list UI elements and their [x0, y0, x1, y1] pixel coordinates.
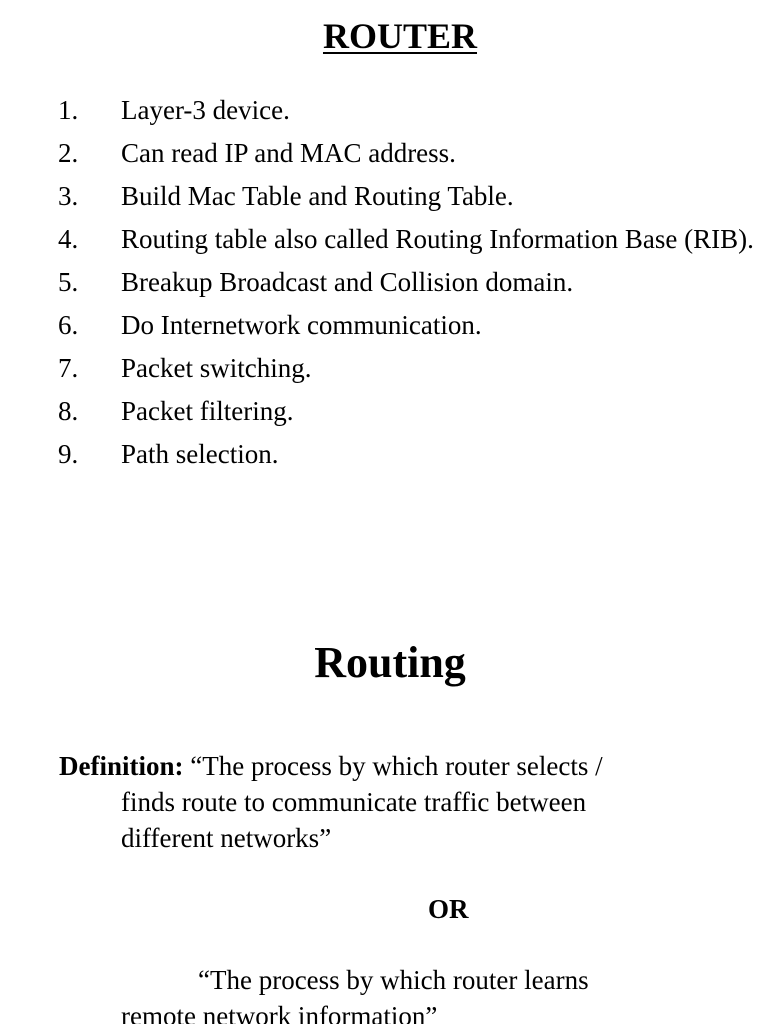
list-item [58, 347, 758, 390]
list-item [58, 390, 758, 433]
section-title-routing: Routing [314, 638, 466, 687]
list-item-number: 3. [58, 181, 79, 211]
list-item-text: Packet filtering. [121, 396, 294, 426]
definition-text: “The process by which router selects / [190, 751, 603, 781]
list-item-text: Can read IP and MAC address. [121, 138, 456, 168]
list-item-text: Layer-3 device. [121, 95, 290, 125]
list-item [58, 218, 758, 261]
definition-line [59, 748, 679, 784]
list-item [58, 261, 758, 304]
list-item-number: 6. [58, 310, 79, 340]
router-feature-list [58, 89, 758, 476]
list-item [58, 433, 758, 476]
list-item [58, 132, 758, 175]
list-item-number: 1. [58, 95, 79, 125]
list-item [58, 175, 758, 218]
definition-label: Definition: [59, 751, 184, 781]
list-item-text: Breakup Broadcast and Collision domain. [121, 267, 574, 297]
list-item-text: Build Mac Table and Routing Table. [121, 181, 514, 211]
or-separator: OR [428, 894, 469, 924]
definition-text: different networks” [121, 823, 332, 853]
page-title: ROUTER [322, 16, 478, 56]
list-item [58, 304, 758, 347]
list-item-number: 8. [58, 396, 79, 426]
alternate-definition-text: “The process by which router learns [198, 965, 589, 995]
list-item-number: 4. [58, 224, 79, 254]
list-item-number: 7. [58, 353, 79, 383]
list-item-text: Routing table also called Routing Information Base (RIB). [121, 224, 754, 254]
definition-text: finds route to communicate traffic between [121, 787, 587, 817]
routing-definition [59, 748, 679, 856]
list-item-text: Packet switching. [121, 353, 312, 383]
list-item [58, 89, 758, 132]
list-item-number: 5. [58, 267, 79, 297]
list-item-number: 9. [58, 439, 79, 469]
list-item-number: 2. [58, 138, 79, 168]
list-item-text: Do Internetwork communication. [121, 310, 482, 340]
alternate-definition-text: remote network information” [121, 1001, 438, 1024]
list-item-text: Path selection. [121, 439, 279, 469]
alternate-definition [121, 962, 741, 1024]
